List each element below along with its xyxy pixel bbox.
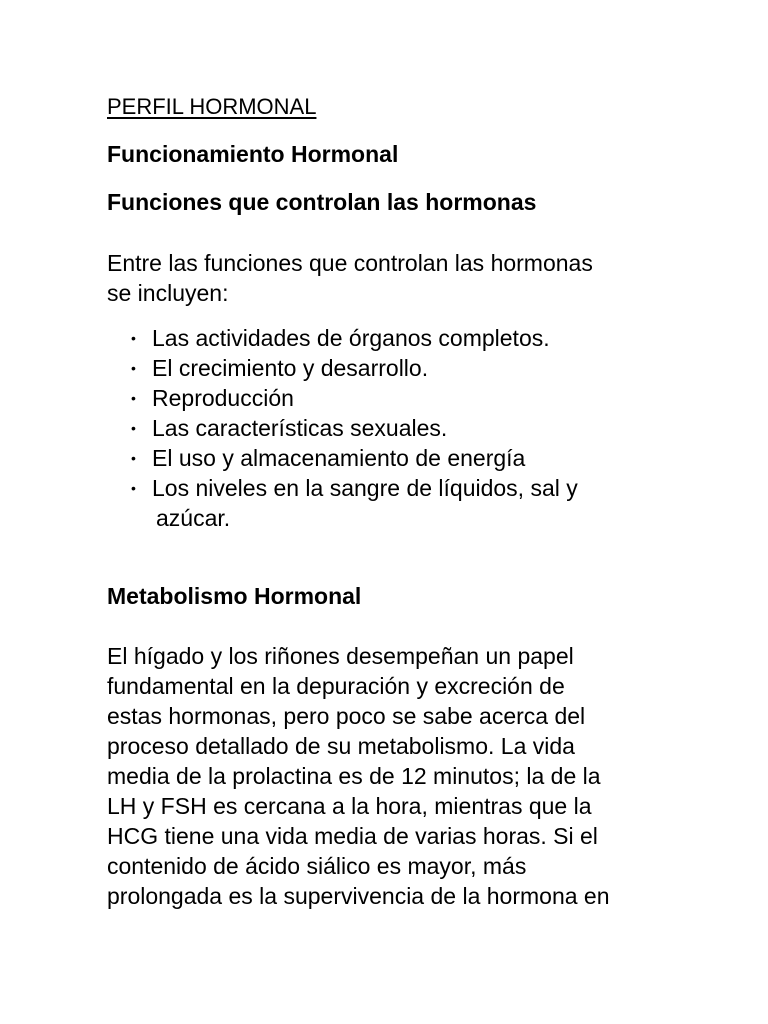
bullet-icon: •: [131, 330, 136, 346]
paragraph-line: LH y FSH es cercana a la hora, mientras que la: [107, 793, 592, 819]
paragraph-line: media de la prolactina es de 12 minutos; la de la: [107, 763, 601, 789]
list-item-text: Los niveles en la sangre de líquidos, sal y: [152, 475, 578, 501]
list-item: [131, 383, 691, 413]
list-item-text: Las características sexuales.: [152, 415, 448, 441]
list-item: [131, 323, 691, 353]
section-heading-funcionamiento: Funcionamiento Hormonal: [107, 141, 399, 167]
list-item-text-continuation: azúcar.: [156, 505, 231, 531]
bullet-icon: •: [131, 420, 136, 436]
intro-paragraph: [107, 248, 707, 308]
paragraph-line: contenido de ácido siálico es mayor, más: [107, 853, 527, 879]
list-item: [131, 473, 691, 533]
section-heading-metabolismo: Metabolismo Hormonal: [107, 583, 362, 609]
paragraph-line: HCG tiene una vida media de varias horas. Si el: [107, 823, 598, 849]
list-item: [131, 353, 691, 383]
paragraph-line: fundamental en la depuración y excreción de: [107, 673, 565, 699]
bullet-icon: •: [131, 360, 136, 376]
metabolism-paragraph: [107, 641, 707, 911]
paragraph-line: proceso detallado de su metabolismo. La vida: [107, 733, 575, 759]
list-item-text: Reproducción: [152, 385, 294, 411]
paragraph-line: estas hormonas, pero poco se sabe acerca del: [107, 703, 586, 729]
list-item-text: El crecimiento y desarrollo.: [152, 355, 429, 381]
intro-line: Entre las funciones que controlan las hormonas: [107, 250, 593, 276]
bullet-icon: •: [131, 390, 136, 406]
list-item-text: Las actividades de órganos completos.: [152, 325, 550, 351]
list-item-text: El uso y almacenamiento de energía: [152, 445, 526, 471]
functions-list: [131, 323, 691, 533]
intro-line: se incluyen:: [107, 280, 229, 306]
paragraph-line: El hígado y los riñones desempeñan un papel: [107, 643, 574, 669]
list-item: [131, 443, 691, 473]
paragraph-line: prolongada es la supervivencia de la hormona en: [107, 883, 610, 909]
list-item: [131, 413, 691, 443]
section-heading-funciones: Funciones que controlan las hormonas: [107, 189, 537, 215]
bullet-icon: •: [131, 480, 136, 496]
bullet-icon: •: [131, 450, 136, 466]
document-title: PERFIL HORMONAL: [107, 94, 317, 119]
